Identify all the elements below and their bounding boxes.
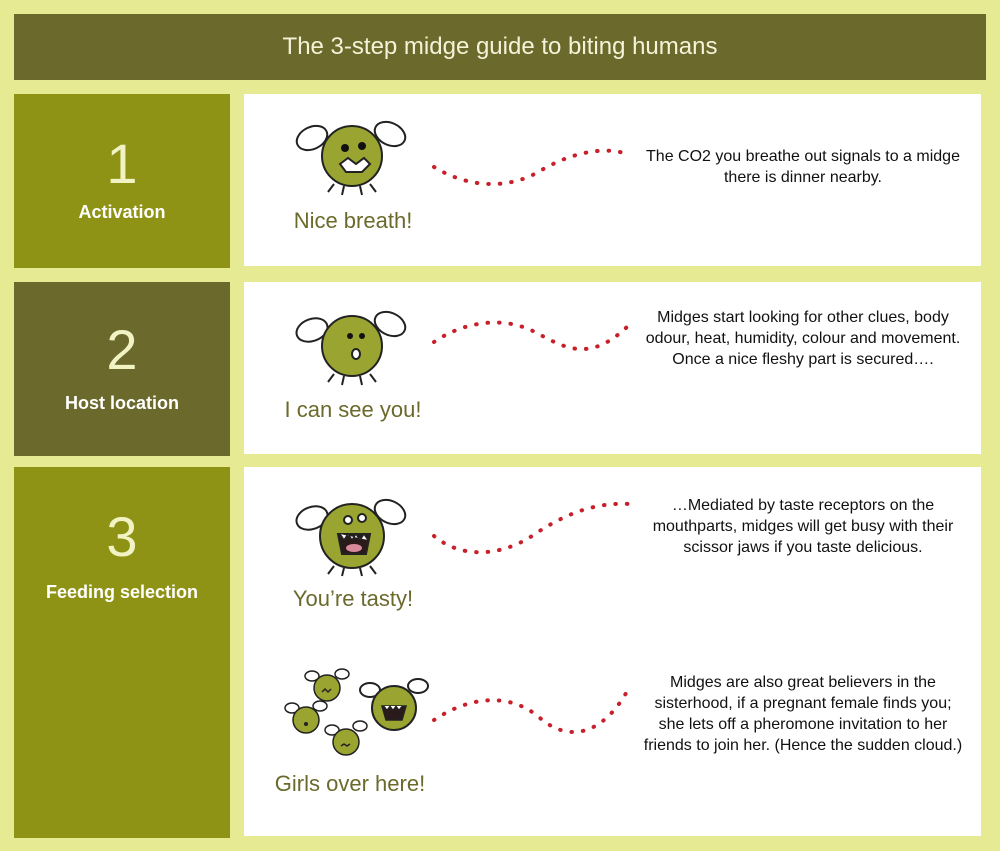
step-name: Activation <box>78 202 166 222</box>
caption-youre-tasty: You’re tasty! <box>292 586 414 611</box>
step-2-box <box>14 282 230 456</box>
dotted-flight-path-icon <box>430 496 635 560</box>
caption-i-can-see-you: I can see you! <box>284 397 422 422</box>
description-activation: The CO2 you breathe out signals to a midge there is dinner nearby. <box>646 148 960 186</box>
description-host-location: Midges start looking for other clues, body odour, heat, humidity, colour and movement. Once a nice fleshy part is secured…. <box>645 309 961 368</box>
description-sisterhood: Midges are also great believers in the sisterhood, if a pregnant female finds you; she lets off a pheromone invitation to her friends to join her. (Hence the sudden cloud.) <box>643 674 963 754</box>
midge-biting-icon <box>290 494 420 578</box>
description-feeding: …Mediated by taste receptors on the mouthparts, midges will get busy with their scissor jaws if you taste delicious. <box>652 497 954 556</box>
dotted-flight-path-icon <box>430 682 635 744</box>
dotted-flight-path-icon <box>430 316 635 362</box>
step-number: 1 <box>106 132 138 195</box>
dotted-flight-path-icon <box>430 145 635 191</box>
step-number: 3 <box>106 505 138 568</box>
step-name: Host location <box>64 393 179 413</box>
caption-nice-breath: Nice breath! <box>293 208 413 233</box>
midge-snarling-icon <box>290 118 420 198</box>
step-3-box <box>14 467 230 838</box>
caption-girls-over-here: Girls over here! <box>274 771 426 796</box>
midge-surprised-icon <box>290 306 420 386</box>
step-number: 2 <box>106 318 138 381</box>
page-title: The 3-step midge guide to biting humans <box>14 14 986 80</box>
step-name: Feeding selection <box>45 582 199 602</box>
midge-swarm-icon <box>280 664 430 764</box>
step-1-box <box>14 94 230 268</box>
